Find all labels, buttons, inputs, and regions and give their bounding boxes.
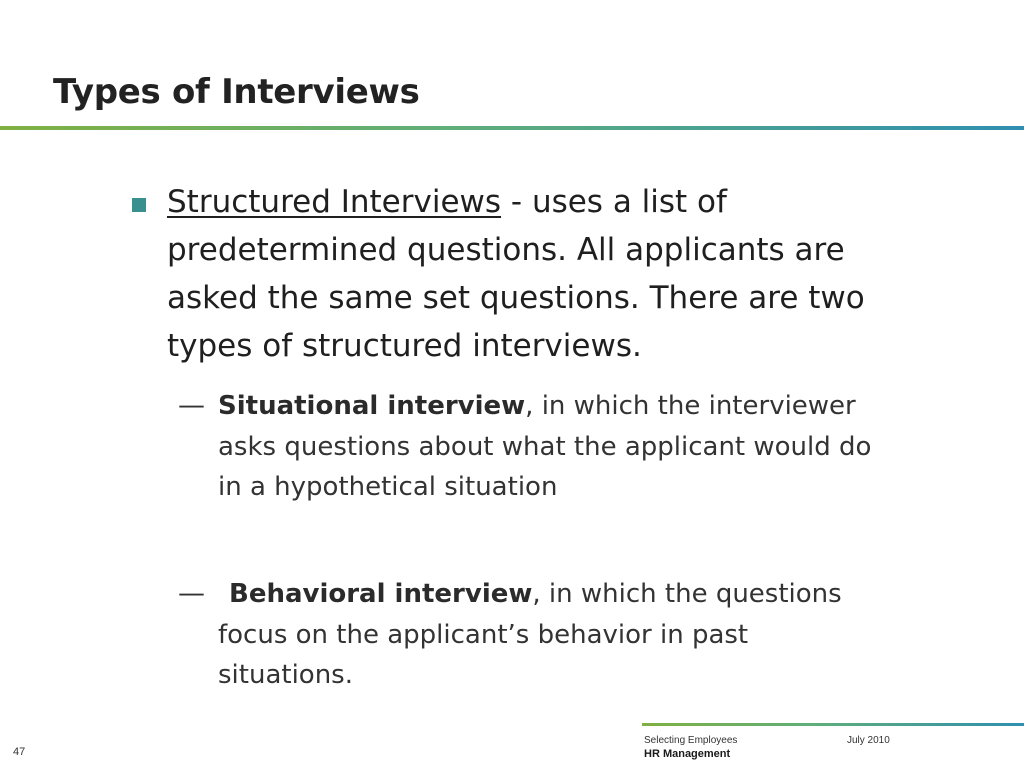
footer-organization: HR Management bbox=[644, 748, 731, 760]
situational-interview-description: , in which the interviewer asks questions about what the applicant would do in a hypothetical situation bbox=[218, 391, 872, 502]
page-number: 47 bbox=[13, 746, 26, 758]
main-bullet-description: - uses a list of predetermined questions. All applicants are asked the same set questions. There are two types of structured interviews. bbox=[167, 184, 865, 364]
slide-title: Types of Interviews bbox=[53, 72, 420, 112]
title-divider bbox=[0, 126, 1024, 130]
footer-date: July 2010 bbox=[847, 735, 890, 746]
situational-interview-term: Situational interview bbox=[218, 391, 526, 421]
sub-bullet-dash: — bbox=[178, 578, 205, 609]
sub-bullet-dash: — bbox=[178, 390, 205, 421]
main-bullet-text bbox=[167, 178, 927, 370]
square-bullet-icon bbox=[132, 198, 146, 212]
behavioral-interview-description: , in which the questions focus on the applicant’s behavior in past situations. bbox=[218, 579, 842, 690]
structured-interviews-term: Structured Interviews bbox=[167, 184, 502, 220]
footer-section: Selecting Employees bbox=[644, 735, 738, 746]
sub-bullet-behavioral bbox=[218, 574, 878, 696]
sub-bullet-situational bbox=[218, 386, 878, 508]
footer-divider bbox=[642, 723, 1024, 726]
behavioral-interview-term: Behavioral interview bbox=[229, 579, 533, 609]
